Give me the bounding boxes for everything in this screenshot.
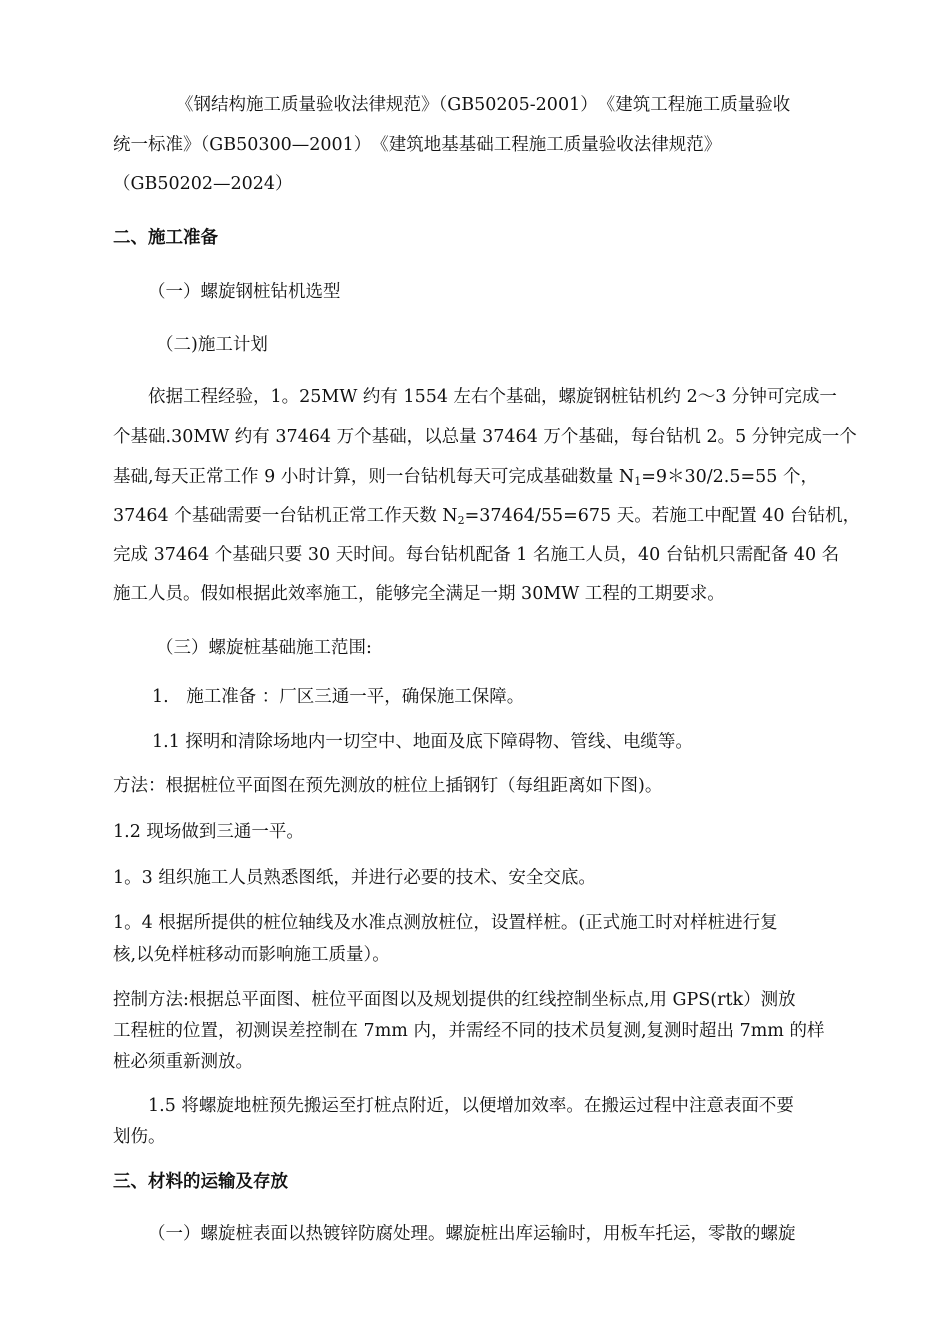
list-item: 1.5 将螺旋地桩预先搬运至打桩点附近，以便增加效率。在搬运过程中注意表面不要 bbox=[148, 1096, 794, 1116]
subsection-title: （一）螺旋钢桩钻机选型 bbox=[148, 282, 341, 302]
paragraph-line bbox=[113, 469, 818, 487]
paragraph-text: =37464/55=675 天。若施工中配置 40 台钻机， bbox=[464, 506, 861, 526]
list-item: 划伤。 bbox=[113, 1127, 166, 1147]
reference-line-2: 统一标准》（GB50300—2001） 《建筑地基基础工程施工质量验收法律规范》 bbox=[113, 135, 722, 155]
list-item: 1。3 组织施工人员熟悉图纸，并进行必要的技术、安全交底。 bbox=[113, 868, 596, 888]
paragraph-text: =9＊30/2.5=55 个， bbox=[641, 467, 818, 487]
subscript: 1 bbox=[634, 475, 642, 488]
paragraph-text: 基础,每天正常工作 9 小时计算，则一台钻机每天可完成基础数量 N bbox=[113, 467, 635, 487]
control-line: 控制方法:根据总平面图、桩位平面图以及规划提供的红线控制坐标点,用 GPS(rtk）测放 bbox=[113, 990, 796, 1010]
paragraph-line: 依据工程经验，1。25MW 约有 1554 左右个基础，螺旋钢桩钻机约 2～3 分钟可完成一 bbox=[148, 387, 837, 407]
method-line: 方法：根据桩位平面图在预先测放的桩位上插钢钉（每组距离如下图)。 bbox=[113, 776, 663, 796]
list-item: 1.1 探明和清除场地内一切空中、地面及底下障碍物、管线、电缆等。 bbox=[152, 732, 693, 752]
list-item: 核,以免样桩移动而影响施工质量）。 bbox=[113, 945, 390, 965]
subsection-title: （二)施工计划 bbox=[156, 335, 268, 355]
control-line: 工程桩的位置，初测误差控制在 7mm 内，并需经不同的技术员复测,复测时超出 7mm 的样 bbox=[113, 1021, 825, 1041]
subsection-title: （三）螺旋桩基础施工范围: bbox=[156, 638, 372, 658]
subscript: 2 bbox=[457, 514, 465, 527]
paragraph-line bbox=[113, 508, 860, 526]
paragraph-line: （一）螺旋桩表面以热镀锌防腐处理。螺旋桩出库运输时，用板车托运，零散的螺旋 bbox=[148, 1224, 796, 1244]
list-item: 1.2 现场做到三通一平。 bbox=[113, 822, 304, 842]
reference-line-3: （GB50202—2024） bbox=[113, 174, 293, 194]
reference-line-1: 《钢结构施工质量验收法律规范》（GB50205-2001） 《建筑工程施工质量验收 bbox=[176, 95, 791, 115]
control-line: 桩必须重新测放。 bbox=[113, 1052, 253, 1072]
list-item: 1. 施工准备 ：厂区三通一平，确保施工保障。 bbox=[152, 687, 525, 707]
paragraph-line: 个基础.30MW 约有 37464 万个基础，以总量 37464 万个基础，每台钻机 2。5 分钟完成一个 bbox=[113, 427, 857, 447]
paragraph-text: 37464 个基础需要一台钻机正常工作天数 N bbox=[113, 506, 458, 526]
paragraph-line: 施工人员。假如根据此效率施工，能够完全满足一期 30MW 工程的工期要求。 bbox=[113, 584, 725, 604]
list-item: 1。4 根据所提供的桩位轴线及水准点测放桩位，设置样桩。(正式施工时对样桩进行复 bbox=[113, 913, 778, 933]
section-heading: 二、施工准备 bbox=[113, 228, 218, 248]
paragraph-line: 完成 37464 个基础只要 30 天时间。每台钻机配备 1 名施工人员，40 台钻机只需配备 40 名 bbox=[113, 545, 840, 565]
section-heading: 三、材料的运输及存放 bbox=[113, 1172, 288, 1192]
